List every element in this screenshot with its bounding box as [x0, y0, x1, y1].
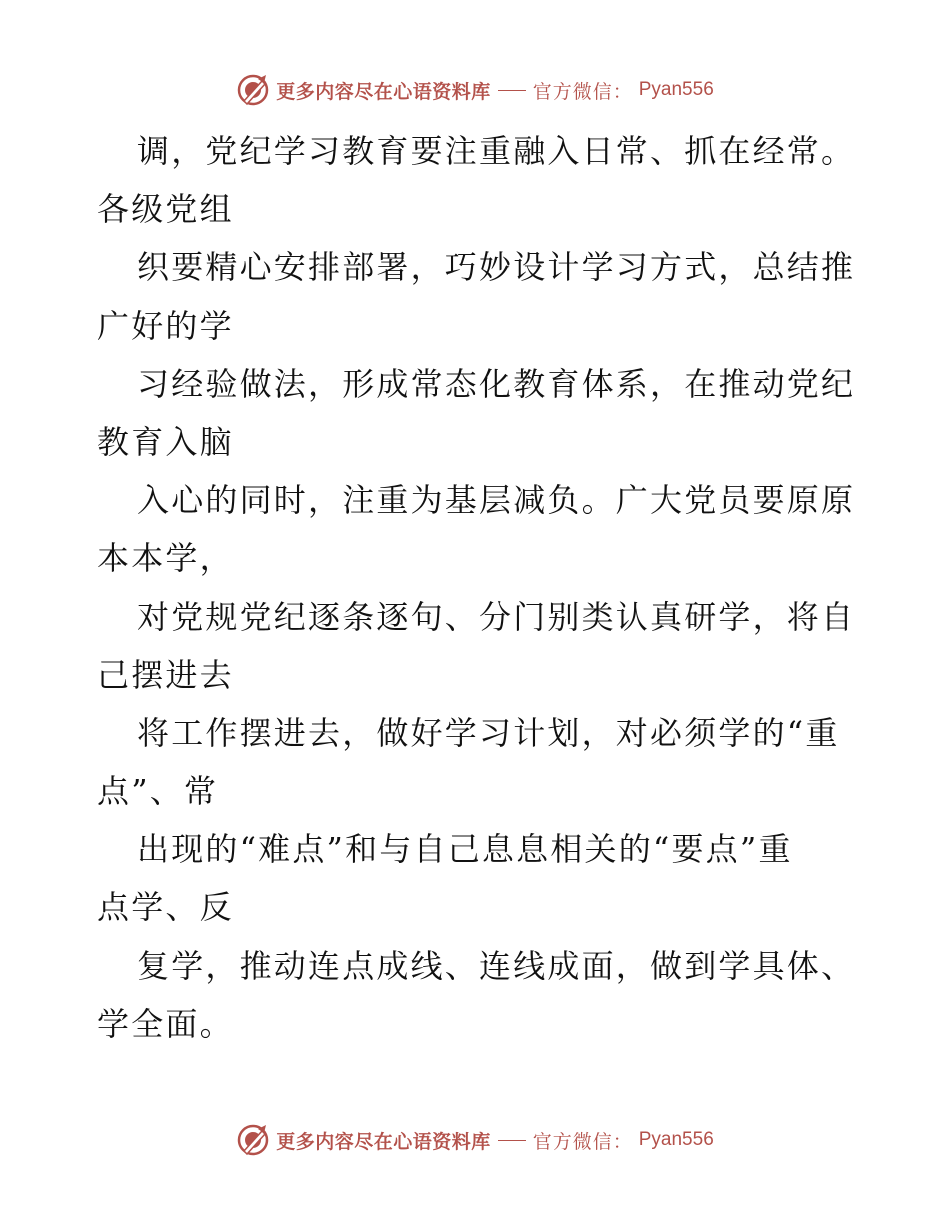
text-line-14: 点学、反: [97, 888, 234, 927]
banner-wechat-id: Pyan556: [638, 1129, 714, 1150]
pen-logo-icon: [236, 73, 270, 107]
text-line-2: 各级党组: [97, 190, 234, 229]
footer-banner: [0, 1120, 950, 1160]
banner-divider: [498, 90, 526, 91]
text-line-6: 教育入脑: [97, 422, 234, 461]
banner-official-label: 官方微信：: [532, 1130, 633, 1153]
text-line-7: 入心的同时，注重为基层减负。广大党员要原原: [137, 481, 856, 520]
text-line-3: 织要精心安排部署，巧妙设计学习方式，总结推: [137, 248, 856, 287]
banner-official-label: 官方微信：: [532, 80, 633, 103]
text-line-1: 调，党纪学习教育要注重融入日常、抓在经常。: [137, 132, 856, 170]
text-line-4: 广好的学: [97, 306, 234, 345]
text-line-10: 己摆进去: [97, 655, 234, 694]
text-line-12: 点”、常: [97, 772, 219, 811]
banner-brand-text: 更多内容尽在心语资料库: [276, 80, 491, 103]
text-line-16: 学全面。: [97, 1004, 234, 1043]
banner-brand-text: 更多内容尽在心语资料库: [276, 1130, 491, 1153]
text-line-13: 出现的“难点”和与自己息息相关的“要点”重: [137, 830, 793, 869]
pen-logo-icon: [236, 1123, 270, 1157]
document-body: [97, 122, 857, 1053]
banner-wechat-id: Pyan556: [638, 79, 714, 100]
text-line-9: 对党规党纪逐条逐句、分门别类认真研学，将自: [137, 597, 856, 636]
text-line-8: 本本学，: [97, 539, 234, 578]
text-line-11: 将工作摆进去，做好学习计划，对必须学的“重: [137, 713, 840, 752]
header-banner: [0, 70, 950, 110]
text-line-15: 复学，推动连点成线、连线成面，做到学具体、: [137, 946, 856, 985]
banner-divider: [498, 1140, 526, 1141]
text-line-5: 习经验做法，形成常态化教育体系，在推动党纪: [137, 364, 856, 403]
